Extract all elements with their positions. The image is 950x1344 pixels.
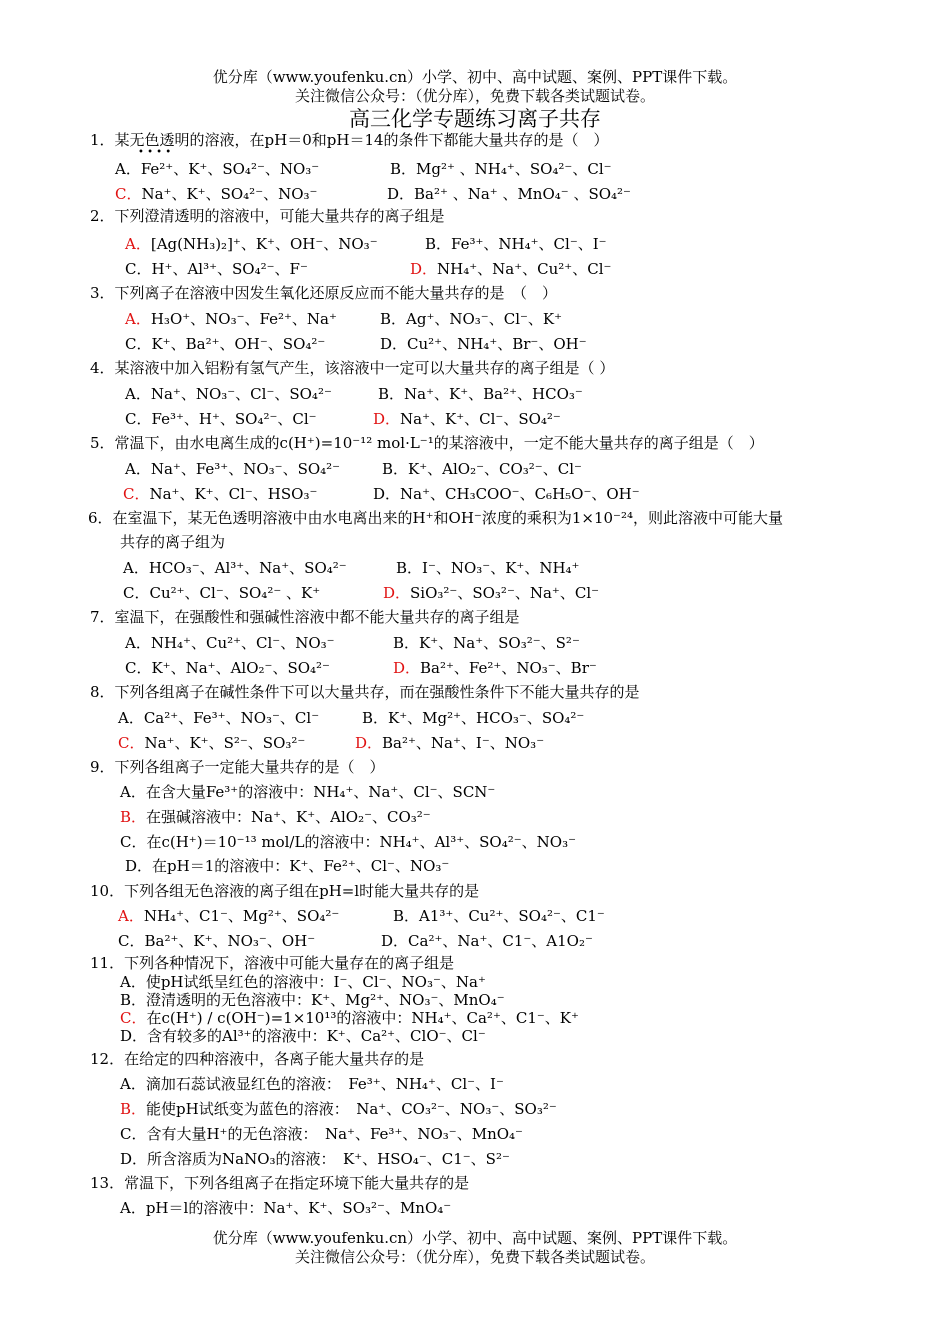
q6-option-a: A．HCO₃⁻、Al³⁺、Na⁺、SO₄²⁻ — [123, 559, 347, 577]
q8-option-c: C．Na⁺、K⁺、S²⁻、SO₃²⁻ — [118, 734, 306, 752]
q12-option-a: A．滴加石蕊试液显红色的溶液： Fe³⁺、NH₄⁺、Cl⁻、I⁻ — [120, 1075, 504, 1093]
q9-option-c: C．在c(H⁺)＝10⁻¹³ mol/L的溶液中：NH₄⁺、Al³⁺、SO₄²⁻、NO₃⁻ — [120, 833, 577, 851]
q3-option-d: D．Cu²⁺、NH₄⁺、Br⁻、OH⁻ — [380, 335, 587, 353]
q13-option-a: A．pH＝l的溶液中：Na⁺、K⁺、SO₃²⁻、MnO₄⁻ — [120, 1199, 452, 1217]
q4-option-c: C．Fe³⁺、H⁺、SO₄²⁻、Cl⁻ — [125, 410, 317, 428]
answer-mark: C． — [123, 485, 150, 503]
answer-mark: C． — [118, 734, 145, 752]
header-line-2: 关注微信公众号：（优分库），免费下载各类试题试卷。 — [294, 87, 655, 105]
q5-option-d: D．Na⁺、CH₃COO⁻、C₆H₅O⁻、OH⁻ — [373, 485, 640, 503]
q11-option-c: C．在c(H⁺) / c(OH⁻)=1×10¹³的溶液中：NH₄⁺、Ca²⁺、C1⁻、K⁺ — [120, 1009, 579, 1027]
q6-stem-continued: 共存的离子组为 — [120, 533, 226, 551]
q3-option-a: A．H₃O⁺、NO₃⁻、Fe²⁺、Na⁺ — [125, 310, 337, 328]
q1-stem: 1．某无色透明的溶液，在pH＝0和pH＝14的条件下都能大量共存的是（ ） — [90, 131, 609, 149]
q4-option-b: B．Na⁺、K⁺、Ba²⁺、HCO₃⁻ — [378, 385, 583, 403]
q5-option-c: C．Na⁺、K⁺、Cl⁻、HSO₃⁻ — [123, 485, 318, 503]
q12-option-d: D．所含溶质为NaNO₃的溶液： K⁺、HSO₄⁻、C1⁻、S²⁻ — [120, 1150, 510, 1168]
answer-mark: C． — [115, 185, 142, 203]
q7-option-d: D．Ba²⁺、Fe²⁺、NO₃⁻、Br⁻ — [393, 659, 597, 677]
answer-mark: D． — [393, 659, 421, 677]
q10-option-b: B．A1³⁺、Cu²⁺、SO₄²⁻、C1⁻ — [393, 907, 605, 925]
q2-option-b: B．Fe³⁺、NH₄⁺、Cl⁻、I⁻ — [425, 235, 607, 253]
q1-option-c: C．Na⁺、K⁺、SO₄²⁻、NO₃⁻ — [115, 185, 318, 203]
q5-option-b: B．K⁺、AlO₂⁻、CO₃²⁻、Cl⁻ — [382, 460, 582, 478]
q8-stem: 8．下列各组离子在碱性条件下可以大量共存，而在强酸性条件下不能大量共存的是 — [90, 683, 640, 701]
q8-option-b: B．K⁺、Mg²⁺、HCO₃⁻、SO₄²⁻ — [362, 709, 585, 727]
q7-stem: 7．室温下，在强酸性和强碱性溶液中都不能大量共存的离子组是 — [90, 608, 520, 626]
q11-option-d: D．含有较多的Al³⁺的溶液中：K⁺、Ca²⁺、ClO⁻、Cl⁻ — [120, 1027, 486, 1045]
q5-option-a: A．Na⁺、Fe³⁺、NO₃⁻、SO₄²⁻ — [125, 460, 341, 478]
q8-option-d: D．Ba²⁺、Na⁺、I⁻、NO₃⁻ — [355, 734, 545, 752]
q11-option-a: A．使pH试纸呈红色的溶液中：I⁻、Cl⁻、NO₃⁻、Na⁺ — [120, 973, 486, 991]
q9-option-a: A．在含大量Fe³⁺的溶液中：NH₄⁺、Na⁺、Cl⁻、SCN⁻ — [120, 783, 496, 801]
answer-mark: A． — [118, 907, 144, 925]
q6-option-d: D．SiO₃²⁻、SO₃²⁻、Na⁺、Cl⁻ — [383, 584, 600, 602]
q3-stem: 3．下列离子在溶液中因发生氧化还原反应而不能大量共存的是 （ ） — [90, 284, 558, 302]
answer-mark: A． — [125, 310, 151, 328]
answer-mark: C． — [120, 1009, 147, 1027]
q9-option-d: D．在pH＝1的溶液中：K⁺、Fe²⁺、Cl⁻、NO₃⁻ — [125, 857, 450, 875]
q3-option-c: C．K⁺、Ba²⁺、OH⁻、SO₄²⁻ — [125, 335, 326, 353]
header-line-1: 优分库（www.youfenku.cn）小学、初中、高中试题、案例、PPT课件下载。 — [212, 68, 738, 86]
answer-mark: B． — [120, 808, 147, 826]
q5-stem: 5．常温下，由水电离生成的c(H⁺)=10⁻¹² mol·L⁻¹的某溶液中，一定不能大量共存的离子组是（ ） — [90, 434, 764, 452]
q4-option-d: D．Na⁺、K⁺、Cl⁻、SO₄²⁻ — [373, 410, 561, 428]
q4-stem: 4．某溶液中加入铝粉有氢气产生，该溶液中一定可以大量共存的离子组是（ ） — [90, 359, 615, 377]
answer-mark: D． — [410, 260, 438, 278]
page-title: 高三化学专题练习离子共存 — [349, 107, 601, 131]
q10-option-c: C．Ba²⁺、K⁺、NO₃⁻、OH⁻ — [118, 932, 316, 950]
q8-option-a: A．Ca²⁺、Fe³⁺、NO₃⁻、Cl⁻ — [118, 709, 320, 727]
q2-stem: 2．下列澄清透明的溶液中，可能大量共存的离子组是 — [90, 207, 445, 225]
q1-option-d: D．Ba²⁺ 、Na⁺ 、MnO₄⁻ 、SO₄²⁻ — [387, 185, 631, 203]
q4-option-a: A．Na⁺、NO₃⁻、Cl⁻、SO₄²⁻ — [125, 385, 332, 403]
q11-option-b: B．澄清透明的无色溶液中：K⁺、Mg²⁺、NO₃⁻、MnO₄⁻ — [120, 991, 505, 1009]
footer-line-1: 优分库（www.youfenku.cn）小学、初中、高中试题、案例、PPT课件下载。 — [212, 1229, 738, 1247]
q9-stem: 9．下列各组离子一定能大量共存的是（ ） — [90, 758, 385, 776]
q3-option-b: B．Ag⁺、NO₃⁻、Cl⁻、K⁺ — [380, 310, 563, 328]
q12-option-b: B．能使pH试纸变为蓝色的溶液： Na⁺、CO₃²⁻、NO₃⁻、SO₃²⁻ — [120, 1100, 557, 1118]
answer-mark: D． — [355, 734, 383, 752]
answer-mark: D． — [373, 410, 401, 428]
q6-stem: 6．在室温下，某无色透明溶液中由水电离出来的H⁺和OH⁻浓度的乘积为1×10⁻²⁴，则此溶液中可能大量 — [88, 509, 783, 527]
q12-option-c: C．含有大量H⁺的无色溶液： Na⁺、Fe³⁺、NO₃⁻、MnO₄⁻ — [120, 1125, 523, 1143]
emphasis-dots: • • • • — [138, 147, 172, 158]
q13-stem: 13．常温下，下列各组离子在指定环境下能大量共存的是 — [90, 1174, 470, 1192]
q10-stem: 10．下列各组无色溶液的离子组在pH=l时能大量共存的是 — [90, 882, 480, 900]
q10-option-d: D．Ca²⁺、Na⁺、C1⁻、A1O₂⁻ — [381, 932, 593, 950]
q1-option-b: B．Mg²⁺ 、NH₄⁺、SO₄²⁻、Cl⁻ — [390, 160, 612, 178]
q2-option-a: A．[Ag(NH₃)₂]⁺、K⁺、OH⁻、NO₃⁻ — [125, 235, 378, 253]
q10-option-a: A．NH₄⁺、C1⁻、Mg²⁺、SO₄²⁻ — [118, 907, 340, 925]
answer-mark: A． — [125, 235, 151, 253]
q7-option-a: A．NH₄⁺、Cu²⁺、Cl⁻、NO₃⁻ — [125, 634, 335, 652]
q7-option-b: B．K⁺、Na⁺、SO₃²⁻、S²⁻ — [393, 634, 580, 652]
q7-option-c: C．K⁺、Na⁺、AlO₂⁻、SO₄²⁻ — [125, 659, 330, 677]
q1-option-a: A．Fe²⁺、K⁺、SO₄²⁻、NO₃⁻ — [115, 160, 320, 178]
q2-option-d: D．NH₄⁺、Na⁺、Cu²⁺、Cl⁻ — [410, 260, 612, 278]
q2-option-c: C．H⁺、Al³⁺、SO₄²⁻、F⁻ — [125, 260, 308, 278]
q6-option-c: C．Cu²⁺、Cl⁻、SO₄²⁻ 、K⁺ — [123, 584, 321, 602]
q12-stem: 12．在给定的四种溶液中，各离子能大量共存的是 — [90, 1050, 425, 1068]
q6-option-b: B．I⁻、NO₃⁻、K⁺、NH₄⁺ — [396, 559, 580, 577]
q11-stem: 11．下列各种情况下，溶液中可能大量存在的离子组是 — [90, 954, 455, 972]
footer-line-2: 关注微信公众号：（优分库），免费下载各类试题试卷。 — [294, 1248, 655, 1266]
answer-mark: D． — [383, 584, 411, 602]
answer-mark: B． — [120, 1100, 147, 1118]
q9-option-b: B．在强碱溶液中：Na⁺、K⁺、AlO₂⁻、CO₃²⁻ — [120, 808, 431, 826]
